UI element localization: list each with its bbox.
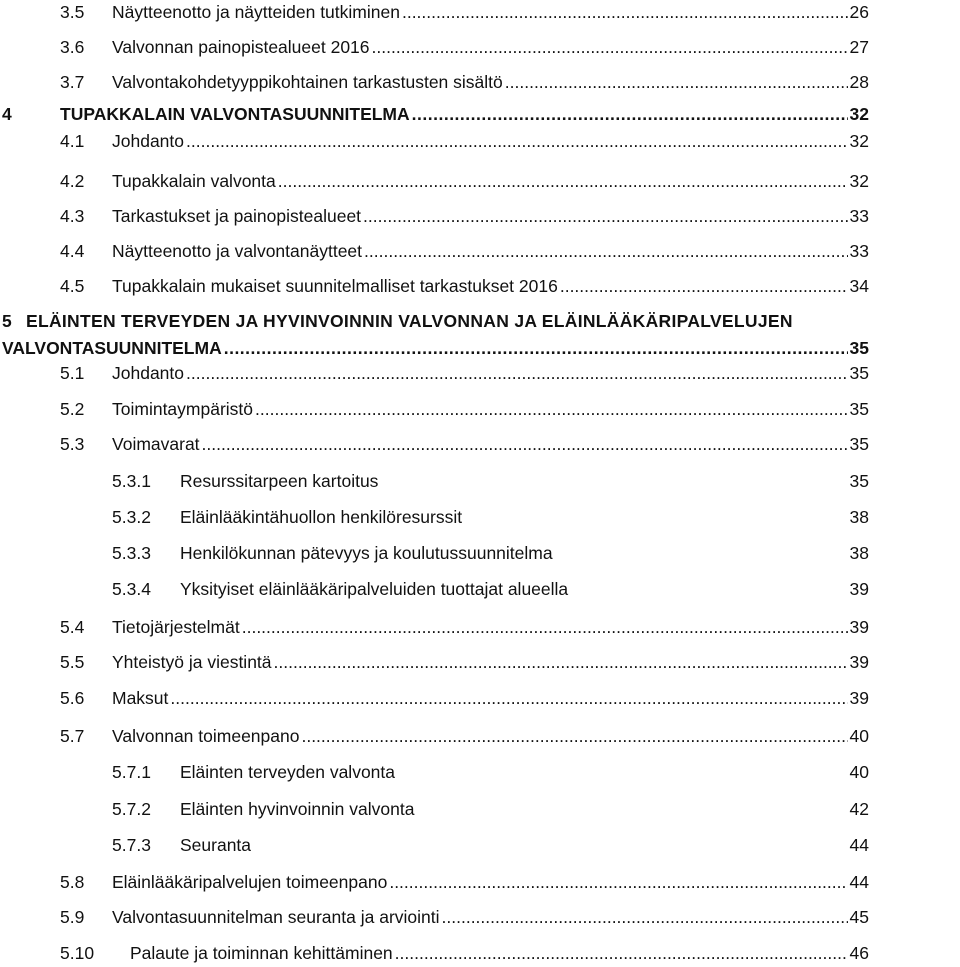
toc-entry[interactable] <box>0 870 869 894</box>
toc-entry-title: TUPAKKALAIN VALVONTASUUNNITELMA <box>60 104 410 124</box>
toc-entry-title: Valvontakohdetyyppikohtainen tarkastusten sisältö <box>112 72 503 92</box>
leader-dots <box>186 129 848 153</box>
toc-entry-page: 35 <box>849 399 869 419</box>
toc-entry-page: 44 <box>849 835 869 855</box>
leader-dots <box>363 204 847 228</box>
toc-entry[interactable] <box>0 70 869 94</box>
toc-entry-page: 26 <box>849 2 869 22</box>
toc-subentry[interactable] <box>0 469 869 493</box>
toc-entry[interactable] <box>0 724 869 748</box>
leader-dots <box>186 361 848 385</box>
toc-entry-title: Yksityiset eläinlääkäripalveluiden tuottajat alueella <box>180 579 569 599</box>
leader-dots <box>442 905 848 929</box>
toc-entry-number: 5.3.2 <box>112 507 151 527</box>
toc-entry-number: 5.4 <box>60 617 85 637</box>
toc-entry[interactable] <box>0 204 869 228</box>
toc-entry-number: 5.2 <box>60 399 85 419</box>
toc-entry-number: 5.6 <box>60 688 85 708</box>
toc-entry-number: 5.8 <box>60 872 85 892</box>
toc-entry-page: 32 <box>849 104 869 124</box>
leader-dots <box>224 336 848 360</box>
toc-entry-title: Johdanto <box>112 131 185 151</box>
toc-entry-page: 38 <box>849 543 869 563</box>
toc-entry-title: Valvontasuunnitelman seuranta ja arviointi <box>112 907 440 927</box>
toc-subentry[interactable] <box>0 760 869 784</box>
toc-entry-number: 3.6 <box>60 37 85 57</box>
toc-entry-title: Maksut <box>112 688 169 708</box>
toc-entry-page: 40 <box>849 726 869 746</box>
toc-entry-number: 4.1 <box>60 131 85 151</box>
toc-entry-number: 4.2 <box>60 171 85 191</box>
toc-entry[interactable] <box>0 941 869 965</box>
toc-entry-page: 35 <box>849 471 869 491</box>
toc-entry-number: 4 <box>2 104 12 124</box>
toc-entry[interactable] <box>0 35 869 59</box>
toc-entry-title: Henkilökunnan pätevyys ja koulutussuunnitelma <box>180 543 553 563</box>
toc-entry-title: Valvonnan toimeenpano <box>112 726 300 746</box>
toc-entry-title: Tupakkalain mukaiset suunnitelmalliset tarkastukset 2016 <box>112 276 558 296</box>
toc-entry[interactable] <box>0 239 869 263</box>
toc-entry-page: 39 <box>849 617 869 637</box>
toc-entry-page: 28 <box>849 72 869 92</box>
toc-entry-title: Näytteenotto ja näytteiden tutkiminen <box>112 2 400 22</box>
toc-entry-title: Yhteistyö ja viestintä <box>112 652 272 672</box>
toc-entry-number: 5.7.2 <box>112 799 151 819</box>
toc-entry[interactable] <box>0 129 869 153</box>
toc-entry-title: Palaute ja toiminnan kehittäminen <box>130 943 393 963</box>
leader-dots <box>202 432 848 456</box>
toc-entry-page: 33 <box>849 241 869 261</box>
toc-entry-number: 5.3.1 <box>112 471 151 491</box>
toc-entry-page: 38 <box>849 507 869 527</box>
toc-entry-title: Valvonnan painopistealueet 2016 <box>112 37 370 57</box>
leader-dots <box>301 724 847 748</box>
leader-dots <box>274 650 848 674</box>
toc-entry-title-continued: VALVONTASUUNNITELMA <box>2 338 222 358</box>
leader-dots <box>505 70 848 94</box>
toc-entry-number: 5.5 <box>60 652 85 672</box>
toc-entry-page: 46 <box>849 943 869 963</box>
toc-entry-title: Eläinten terveyden valvonta <box>180 762 395 782</box>
toc-entry-page: 34 <box>849 276 869 296</box>
toc-entry-title: ELÄINTEN TERVEYDEN JA HYVINVOINNIN VALVONNAN JA ELÄINLÄÄKÄRIPALVELUJEN <box>26 311 793 331</box>
toc-entry-title: Eläinlääkäripalvelujen toimeenpano <box>112 872 388 892</box>
toc-entry-page: 32 <box>849 171 869 191</box>
toc-entry-title: Seuranta <box>180 835 252 855</box>
toc-entry[interactable] <box>0 274 869 298</box>
toc-entry-page: 32 <box>849 131 869 151</box>
toc-entry-title: Tupakkalain valvonta <box>112 171 276 191</box>
toc-entry-page: 33 <box>849 206 869 226</box>
leader-dots <box>395 941 848 965</box>
toc-entry-page: 39 <box>849 579 869 599</box>
toc-entry-page: 42 <box>849 799 869 819</box>
toc-entry-number: 5 <box>2 311 12 331</box>
toc-entry-number: 4.3 <box>60 206 85 226</box>
toc-entry[interactable] <box>0 432 869 456</box>
leader-dots <box>372 35 848 59</box>
toc-subentry[interactable] <box>0 541 869 565</box>
toc-entry-number: 4.5 <box>60 276 85 296</box>
leader-dots <box>402 0 848 24</box>
toc-entry-number: 5.7.3 <box>112 835 151 855</box>
toc-entry-page: 35 <box>849 363 869 383</box>
toc-subentry[interactable] <box>0 833 869 857</box>
toc-entry-number: 5.7 <box>60 726 85 746</box>
toc-entry-number: 3.7 <box>60 72 85 92</box>
toc-entry[interactable] <box>0 361 869 385</box>
leader-dots <box>560 274 848 298</box>
leader-dots <box>242 615 848 639</box>
toc-entry-page: 40 <box>849 762 869 782</box>
toc-entry-number: 3.5 <box>60 2 85 22</box>
toc-entry-number: 5.10 <box>60 943 95 963</box>
toc-entry-number: 5.9 <box>60 907 85 927</box>
toc-entry-title: Eläinlääkintähuollon henkilöresurssit <box>180 507 463 527</box>
toc-entry[interactable] <box>0 397 869 421</box>
toc-entry-number: 4.4 <box>60 241 85 261</box>
toc-entry-title: Johdanto <box>112 363 185 383</box>
toc-subentry[interactable] <box>0 505 869 529</box>
toc-entry-page: 39 <box>849 688 869 708</box>
toc-chapter-entry[interactable] <box>0 102 869 126</box>
toc-entry-page: 27 <box>849 37 869 57</box>
toc-entry-number: 5.1 <box>60 363 85 383</box>
toc-entry-title: Tarkastukset ja painopistealueet <box>112 206 362 226</box>
leader-dots <box>170 686 847 710</box>
toc-entry-title: Tietojärjestelmät <box>112 617 240 637</box>
toc-entry-number: 5.3 <box>60 434 85 454</box>
toc-entry-title: Toimintaympäristö <box>112 399 254 419</box>
toc-entry-number: 5.3.3 <box>112 543 151 563</box>
toc-entry[interactable] <box>0 905 869 929</box>
toc-entry-title: Voimavarat <box>112 434 200 454</box>
toc-entry-number: 5.7.1 <box>112 762 151 782</box>
toc-entry-title: Eläinten hyvinvoinnin valvonta <box>180 799 415 819</box>
toc-entry-page: 44 <box>849 872 869 892</box>
toc-chapter-entry-line2[interactable] <box>0 336 869 360</box>
toc-entry-page: 35 <box>849 434 869 454</box>
leader-dots <box>389 870 847 894</box>
toc-entry-title: Näytteenotto ja valvontanäytteet <box>112 241 363 261</box>
toc-subentry[interactable] <box>0 797 869 821</box>
leader-dots <box>255 397 848 421</box>
toc-entry-title: Resurssitarpeen kartoitus <box>180 471 379 491</box>
toc-entry-page: 45 <box>849 907 869 927</box>
toc-entry[interactable] <box>0 0 869 24</box>
toc-entry-page: 39 <box>849 652 869 672</box>
leader-dots <box>278 169 848 193</box>
toc-subentry[interactable] <box>0 577 869 601</box>
toc-entry-number: 5.3.4 <box>112 579 151 599</box>
toc-chapter-entry-line1[interactable] <box>0 309 958 333</box>
toc-entry[interactable] <box>0 169 869 193</box>
toc-entry[interactable] <box>0 650 869 674</box>
toc-entry[interactable] <box>0 686 869 710</box>
leader-dots <box>412 102 848 126</box>
toc-entry[interactable] <box>0 615 869 639</box>
leader-dots <box>364 239 848 263</box>
toc-entry-page: 35 <box>849 338 869 358</box>
